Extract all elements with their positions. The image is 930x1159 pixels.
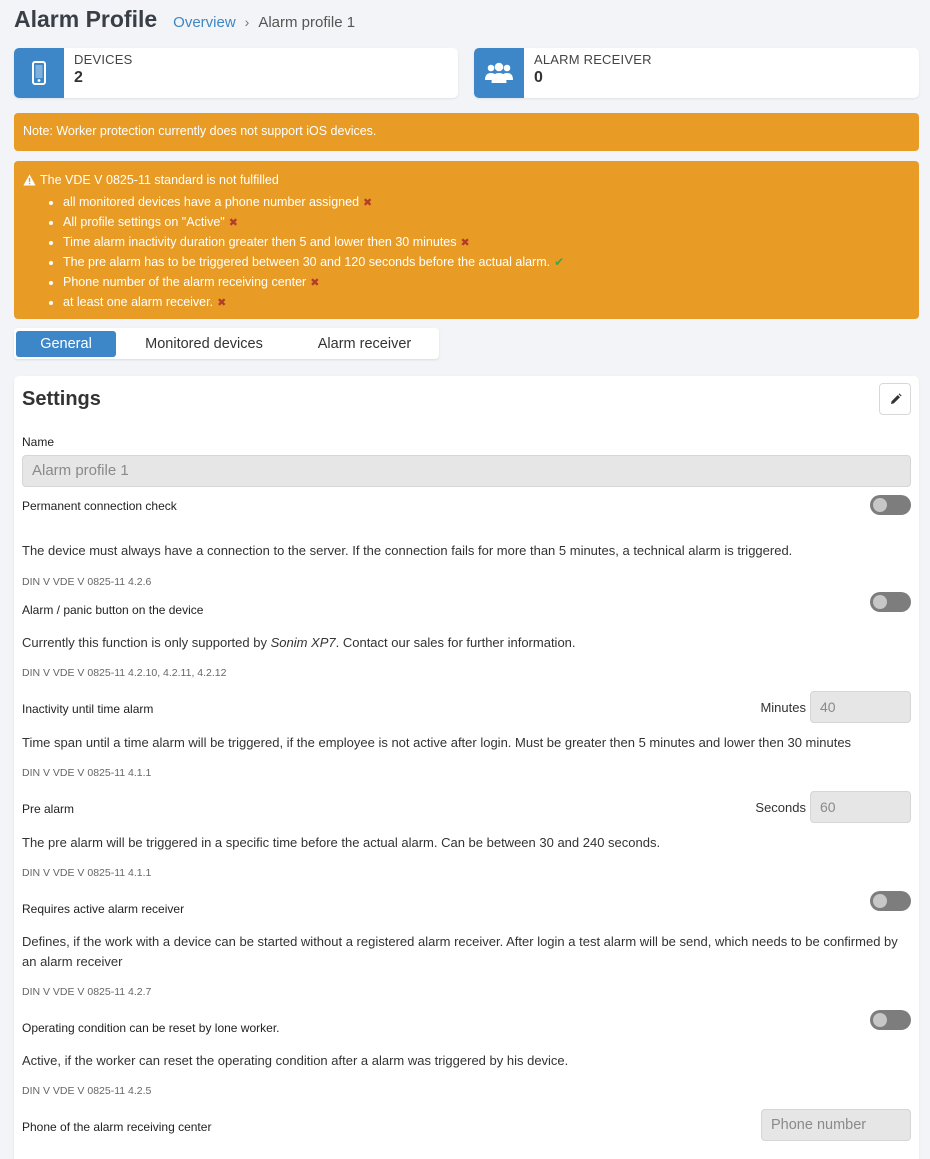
devices-stat-card [14,48,458,98]
phone-number-input[interactable]: Phone number [761,1109,911,1141]
pre-alarm-label: Pre alarm [22,802,75,816]
inactivity-field [760,691,911,723]
page-title: Alarm Profile [14,6,158,32]
inactivity-description: Time span until a time alarm will be triggered, if the employee is not active after login. Must be greater then 5 minutes and lower then 30 minutes [22,735,852,750]
check-item [63,192,910,212]
check-item-text: Time alarm inactivity duration greater then 5 and lower then 30 minutes [63,235,457,249]
tab-alarm-receiver[interactable]: Alarm receiver [317,335,412,352]
reset-condition-toggle[interactable] [870,1010,911,1030]
phone-center-label: Phone of the alarm receiving center [22,1120,212,1134]
pencil-icon [889,393,902,406]
standard-warning-title: The VDE V 0825-11 standard is not fulfilled [40,173,279,187]
check-item-text: at least one alarm receiver. [63,295,214,309]
check-item [63,252,910,272]
profile-tabs [14,328,439,359]
active-receiver-reference: DIN V VDE V 0825-11 4.2.7 [22,986,152,998]
pre-alarm-field [755,791,911,823]
active-receiver-label: Requires active alarm receiver [22,902,185,916]
warning-icon [23,174,36,186]
cross-icon: ✖ [363,197,373,209]
permanent-connection-label: Permanent connection check [22,499,177,513]
settings-title: Settings [22,388,101,410]
tab-monitored-devices[interactable]: Monitored devices [145,335,263,352]
ios-note-banner: Note: Worker protection currently does not support iOS devices. [14,113,919,151]
settings-panel [14,376,919,1159]
devices-stat-label: DEVICES [74,52,133,67]
minutes-unit-label: Minutes [760,699,806,715]
tab-general[interactable]: General [16,331,116,357]
check-item [63,272,910,292]
chevron-right-icon: › [244,14,250,30]
check-item [63,212,910,232]
pre-alarm-seconds-input[interactable]: 60 [810,791,911,823]
permanent-connection-reference: DIN V VDE V 0825-11 4.2.6 [22,576,152,588]
check-icon: ✔ [554,255,565,269]
pre-alarm-description: The pre alarm will be triggered in a specific time before the actual alarm. Can be between 30 and 240 seconds. [22,835,661,850]
check-item-text: all monitored devices have a phone number assigned [63,195,360,209]
check-item-text: The pre alarm has to be triggered between 30 and 120 seconds before the actual alarm. [63,255,551,269]
inactivity-label: Inactivity until time alarm [22,702,154,716]
pre-alarm-reference: DIN V VDE V 0825-11 4.1.1 [22,867,152,879]
panic-button-label: Alarm / panic button on the device [22,603,204,617]
inactivity-reference: DIN V VDE V 0825-11 4.1.1 [22,767,152,779]
name-label: Name [22,435,55,449]
panic-button-description: Currently this function is only supported by Sonim XP7. Contact our sales for further information. [22,635,576,650]
standard-warning-banner [14,161,919,319]
users-icon [474,48,524,98]
check-item [63,232,910,252]
cross-icon: ✖ [310,277,320,289]
alarm-receiver-stat-label: ALARM RECEIVER [534,52,652,67]
page-header [14,6,355,36]
inactivity-minutes-input[interactable]: 40 [810,691,911,723]
breadcrumb [173,14,355,31]
reset-condition-description: Active, if the worker can reset the operating condition after a alarm was triggered by his device. [22,1053,569,1068]
standard-check-list [63,192,910,312]
alarm-receiver-stat-value: 0 [534,69,543,86]
device-model: Sonim XP7 [270,635,336,650]
edit-button[interactable] [879,383,911,415]
check-item [63,292,910,312]
breadcrumb-current: Alarm profile 1 [258,14,356,31]
name-input[interactable]: Alarm profile 1 [22,455,911,487]
phone-icon [14,48,64,98]
permanent-connection-description: The device must always have a connection to the server. If the connection fails for more than 5 minutes, a technical alarm is triggered. [22,543,793,558]
reset-condition-reference: DIN V VDE V 0825-11 4.2.5 [22,1085,152,1097]
permanent-connection-toggle[interactable] [870,495,911,515]
check-item-text: Phone number of the alarm receiving center [63,275,307,289]
devices-stat-value: 2 [74,69,83,86]
seconds-unit-label: Seconds [755,799,806,815]
reset-condition-label: Operating condition can be reset by lone worker. [22,1021,280,1035]
cross-icon: ✖ [217,297,227,309]
panic-button-reference: DIN V VDE V 0825-11 4.2.10, 4.2.11, 4.2.12 [22,667,227,679]
panic-button-toggle[interactable] [870,592,911,612]
cross-icon: ✖ [460,237,470,249]
active-receiver-description: Defines, if the work with a device can be started without a registered alarm receiver. After login a test alarm will be send, which needs to be confirmed by an alarm receiver [22,934,898,969]
cross-icon: ✖ [228,217,238,229]
check-item-text: All profile settings on "Active" [63,215,225,229]
breadcrumb-overview-link[interactable]: Overview [173,14,236,31]
active-receiver-toggle[interactable] [870,891,911,911]
alarm-receiver-stat-card [474,48,919,98]
